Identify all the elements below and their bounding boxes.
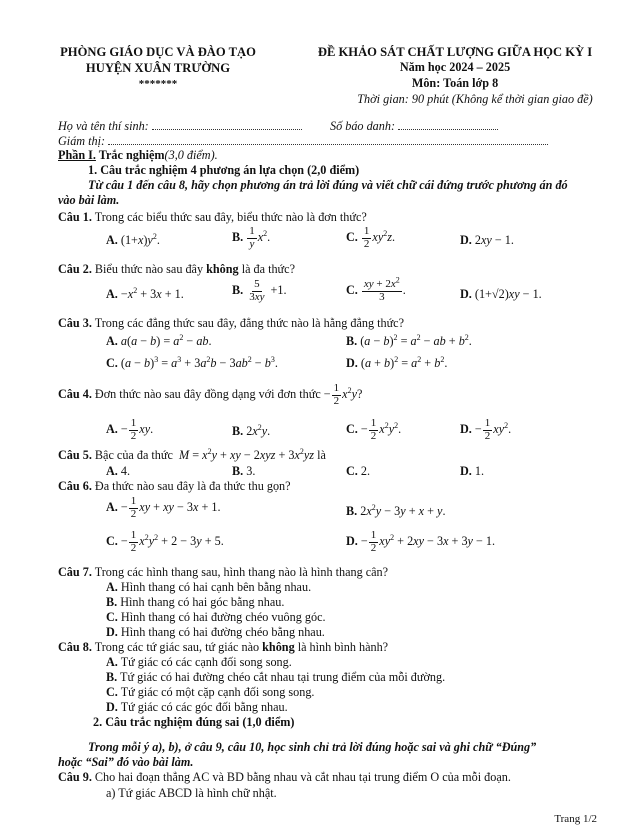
question-label: Câu 9. <box>58 770 92 784</box>
q4-option-d: D. − $\frac{1}{2}$ $xy^2$. <box>460 417 512 442</box>
q8-option-d: D. Tứ giác có các góc đối bằng nhau. <box>106 700 288 714</box>
q5-option-a: A. 4. <box>106 464 131 478</box>
department-line1: PHÒNG GIÁO DỤC VÀ ĐÀO TẠO <box>60 45 256 59</box>
q3-option-a: A. $a(a - b) = a^2$ − ab. <box>106 332 212 348</box>
question-label: Câu 5. <box>58 448 92 462</box>
question-label: Câu 1. <box>58 210 92 224</box>
question-8: Câu 8. Trong các tứ giác sau, tứ giác nào không là hình bình hành? <box>58 640 389 654</box>
page-number: Trang 1/2 <box>554 813 597 825</box>
q5-option-b: B. 3. <box>232 464 256 478</box>
question-label: Câu 2. <box>58 262 92 276</box>
part1-title: Phần I. <box>58 148 96 162</box>
section1-instruction-b: vào bài làm. <box>58 193 120 207</box>
q5-option-d: D. 1. <box>460 464 485 478</box>
exam-title: ĐỀ KHẢO SÁT CHẤT LƯỢNG GIỮA HỌC KỲ I <box>317 45 593 59</box>
q7-option-c: C. Hình thang có hai đường chéo vuông góc. <box>106 610 326 624</box>
question-label: Câu 7. <box>58 565 92 579</box>
q7-option-b: B. Hình thang có hai góc bằng nhau. <box>106 595 285 609</box>
question-2: Câu 2. Biểu thức nào sau đây không là đa thức? <box>58 262 295 276</box>
student-name-line <box>58 119 302 135</box>
q8-option-a: A. Tứ giác có các cạnh đối song song. <box>106 655 292 669</box>
q8-option-c: C. Tứ giác có một cặp cạnh đối song song. <box>106 685 315 699</box>
q6-option-d: D. − $\frac{1}{2}$ $xy^2 + 2xy - 3x + 3y - 1$. <box>346 529 496 554</box>
student-name-label: Họ và tên thí sinh: <box>58 119 149 133</box>
question-text: Trong các biểu thức sau đây, biểu thức nào là đơn thức? <box>91 210 367 224</box>
part1-points: (3,0 điểm). <box>164 148 218 162</box>
q1-option-b: B. $\frac{1}{y}$ $x^2$. <box>232 225 271 250</box>
question-9: Câu 9. Cho hai đoạn thẳng AC và BD bằng nhau và cắt nhau tại trung điểm O của mỗi đoạn. <box>58 770 511 784</box>
q3-option-c: C. $(a - b)^3 = a^3 + 3a^2b - 3ab^2 - b^3$. <box>106 354 278 370</box>
subject: Môn: Toán lớp 8 <box>411 76 499 91</box>
student-name-field <box>152 120 302 130</box>
department-line2: HUYỆN XUÂN TRƯỜNG <box>85 61 231 76</box>
question-4: Câu 4. Đơn thức nào sau đây đồng dạng với đơn thức − $\frac{1}{2}$ $x^2y$? <box>58 382 363 407</box>
q9-statement-a: a) Tứ giác ABCD là hình chữ nhật. <box>106 786 277 800</box>
question-label: Câu 3. <box>58 316 92 330</box>
question-label: Câu 8. <box>58 640 92 654</box>
q5-option-c: C. 2. <box>346 464 371 478</box>
exam-time: Thời gian: 90 phút (Không kể thời gian giao đề) <box>357 92 593 107</box>
student-id-label: Số báo danh: <box>330 119 395 133</box>
q7-option-a: A. Hình thang có hai cạnh bên bằng nhau. <box>106 580 312 594</box>
supervisor-label: Giám thị: <box>58 134 106 148</box>
question-label: Câu 6. <box>58 479 92 493</box>
q4-option-c: C. − $\frac{1}{2}$ $x^2y^2$. <box>346 417 402 442</box>
question-7: Câu 7. Trong các hình thang sau, hình thang nào là hình thang cân? <box>58 565 389 579</box>
q6-option-c: C. − $\frac{1}{2}$ $x^2y^2 + 2 - 3y + 5$. <box>106 529 224 554</box>
q3-option-d: D. $(a + b)^2 = a^2 + b^2$. <box>346 354 448 370</box>
q6-option-b: B. $2x^2y - 3y + x + y$. <box>346 502 446 518</box>
question-3: Câu 3. Trong các đẳng thức sau đây, đẳng thức nào là hằng đẳng thức? <box>58 316 404 330</box>
part1-heading <box>58 148 218 164</box>
department-header <box>38 44 278 91</box>
q3-option-b: B. $(a - b)^2 = a^2$ − ab + $b^2$. <box>346 332 472 348</box>
q2-option-b: B. $\frac{5}{3xy}$ +1. <box>232 278 287 303</box>
q1-option-c: C. $\frac{1}{2}$ $xy^2z$. <box>346 225 396 250</box>
part1-title-rest: Trắc nghiệm <box>95 148 165 162</box>
q2-option-d: D. (1+√2)xy − 1. <box>460 287 542 301</box>
q2-option-c: C. $\frac{xy + 2x^2}{3}$ . <box>346 275 406 303</box>
exam-header <box>290 44 620 108</box>
question-label: Câu 4. <box>58 386 92 401</box>
student-id-line <box>330 119 498 135</box>
q6-option-a: A. − $\frac{1}{2}$ xy + xy − 3x + 1. <box>106 495 221 520</box>
header-stars: ******* <box>138 77 178 90</box>
question-6: Câu 6. Đa thức nào sau đây là đa thức thu gọn? <box>58 479 291 493</box>
q8-option-b: B. Tứ giác có hai đường chéo cắt nhau tại trung điểm của mỗi đường. <box>106 670 446 684</box>
question-1 <box>58 210 367 226</box>
q1-option-a: A. $(1+x)y^2$. <box>106 231 160 247</box>
section1-instruction-a: Từ câu 1 đến câu 8, hãy chọn phương án trả lời đúng và viết chữ cái đứng trước phương án đó <box>88 178 568 192</box>
section2-instruction-b: hoặc “Sai” đó vào bài làm. <box>58 755 194 769</box>
student-id-field <box>398 120 498 130</box>
section2-title: 2. Câu trắc nghiệm đúng sai (1,0 điểm) <box>93 715 295 729</box>
q4-option-a: A. − $\frac{1}{2}$ xy. <box>106 417 154 442</box>
section1-title: 1. Câu trắc nghiệm 4 phương án lựa chọn (2,0 điểm) <box>88 163 360 177</box>
supervisor-field <box>108 135 548 145</box>
school-year: Năm học 2024 – 2025 <box>399 60 511 75</box>
q2-option-a: A. $-x^2 + 3x + 1$. <box>106 285 184 301</box>
q4-option-b: B. $2x^2y$. <box>232 422 271 438</box>
section2-instruction-a: Trong mỗi ý a), b), ở câu 9, câu 10, học sinh chỉ trả lời đúng hoặc sai và ghi chữ “Đúng” <box>88 740 537 754</box>
question-5: Câu 5. Bậc của đa thức $M = x^2y$ + xy − $2xyz + 3x^2yz$ là <box>58 446 326 462</box>
q7-option-d: D. Hình thang có hai đường chéo bằng nhau. <box>106 625 325 639</box>
q1-option-d: D. 2xy − 1. <box>460 233 514 247</box>
